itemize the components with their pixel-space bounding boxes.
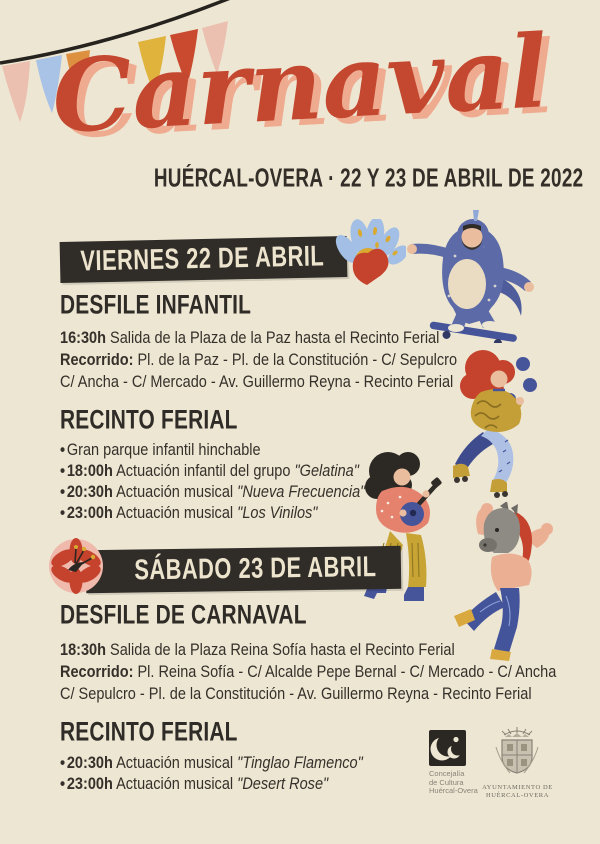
- saturday-badge-label: SÁBADO 23 DE ABRIL: [134, 549, 377, 586]
- event-time: 23:00h: [66, 775, 113, 793]
- friday-parade-time: 16:30h: [60, 329, 107, 347]
- concejalia-caption-line1: Concejalía: [429, 769, 465, 778]
- saturday-parade-details: [60, 639, 600, 705]
- flower-decoration-blue: [332, 219, 406, 293]
- bullet-icon: •: [60, 483, 66, 501]
- event-desc: Actuación musical: [116, 483, 234, 501]
- horse-mask-dancer-illustration: [450, 502, 560, 662]
- friday-badge: [60, 236, 347, 283]
- friday-badge-label: VIERNES 22 DE ABRIL: [80, 239, 325, 277]
- friday-parade-heading-wrap: [60, 289, 261, 320]
- saturday-route-part2: C/ Sepulcro - Pl. de la Constitución - Av. Guillermo Reyna - Recinto Ferial: [60, 685, 532, 703]
- event-desc: Actuación musical: [116, 504, 234, 522]
- ayuntamiento-caption: [470, 784, 565, 800]
- friday-route-line-1: [60, 349, 457, 371]
- friday-parade-details: [60, 327, 511, 393]
- friday-parade-heading: DESFILE INFANTIL: [60, 289, 252, 320]
- concejalia-cultura-logo: [429, 730, 466, 767]
- friday-route-part2: C/ Ancha - C/ Mercado - Av. Guillermo Reyna - Recinto Ferial: [60, 373, 454, 391]
- event-desc: Actuación musical: [116, 775, 234, 793]
- saturday-badge: [86, 546, 401, 593]
- saturday-route-part1: Pl. Reina Sofía - C/ Alcalde Pepe Bernal - C/ Mercado - C/ Ancha: [137, 663, 557, 681]
- bullet-icon: •: [60, 754, 66, 772]
- concejalia-caption-line2: de Cultura: [429, 777, 464, 787]
- flower-decoration-pink: [48, 536, 106, 596]
- event-name: "Tinglao Flamenco": [237, 754, 363, 772]
- bullet-icon: •: [60, 441, 66, 459]
- event-time: 20:30h: [66, 754, 113, 772]
- poster-subtitle: [130, 164, 584, 193]
- bullet-icon: •: [60, 775, 66, 793]
- event-item: [60, 482, 365, 503]
- saturday-time-line: [60, 639, 556, 661]
- event-item: [60, 774, 363, 795]
- event-item: [60, 461, 365, 482]
- friday-events: [60, 440, 407, 524]
- saturday-events: [60, 753, 404, 795]
- saturday-venue-heading: RECINTO FERIAL: [60, 716, 238, 747]
- friday-venue-heading-wrap: [60, 404, 247, 435]
- concejalia-caption-line3: Huércal-Overa: [429, 786, 478, 795]
- friday-venue-heading: RECINTO FERIAL: [60, 404, 238, 435]
- event-time: 20:30h: [66, 483, 113, 501]
- event-desc: Gran parque infantil hinchable: [66, 441, 261, 459]
- saturday-parade-time: 18:30h: [60, 641, 107, 659]
- event-item: [60, 503, 365, 524]
- bullet-icon: •: [60, 504, 66, 522]
- event-time: 18:00h: [66, 462, 113, 480]
- saturday-route-label: Recorrido:: [60, 663, 134, 681]
- event-desc: Actuación infantil del grupo: [116, 462, 291, 480]
- saturday-route-line-1: [60, 661, 556, 683]
- saturday-route-line-2: [60, 683, 556, 705]
- poster-subtitle-text: HUÉRCAL-OVERA · 22 Y 23 DE ABRIL DE 2022: [153, 164, 584, 193]
- event-name: "Gelatina": [294, 462, 359, 480]
- friday-route-line-2: [60, 371, 457, 393]
- saturday-parade-desc: Salida de la Plaza Reina Sofía hasta el Recinto Ferial: [110, 641, 455, 659]
- friday-route-label: Recorrido:: [60, 351, 134, 369]
- ayuntamiento-caption-line2: HUÉRCAL-OVERA: [485, 792, 550, 799]
- event-name: "Desert Rose": [237, 775, 329, 793]
- event-name: "Nueva Frecuencia": [237, 483, 366, 501]
- event-desc: Actuación musical: [116, 754, 234, 772]
- ayuntamiento-coat-of-arms: [494, 727, 540, 781]
- friday-route-part1: Pl. de la Paz - Pl. de la Constitución - C/ Sepulcro: [137, 351, 458, 369]
- ayuntamiento-caption-line1: AYUNTAMIENTO DE: [482, 784, 553, 791]
- saturday-parade-heading: DESFILE DE CARNAVAL: [60, 599, 307, 630]
- event-time: 23:00h: [66, 504, 113, 522]
- friday-time-line: [60, 327, 457, 349]
- event-item: [60, 440, 365, 461]
- bullet-icon: •: [60, 462, 66, 480]
- event-name: "Los Vinilos": [237, 504, 318, 522]
- friday-parade-desc: Salida de la Plaza de la Paz hasta el Recinto Ferial: [110, 329, 440, 347]
- skater-illustration: [403, 208, 538, 343]
- saturday-parade-heading-wrap: [60, 599, 320, 630]
- event-item: [60, 753, 363, 774]
- poster-title: Carnaval: [49, 12, 551, 156]
- saturday-venue-heading-wrap: [60, 716, 247, 747]
